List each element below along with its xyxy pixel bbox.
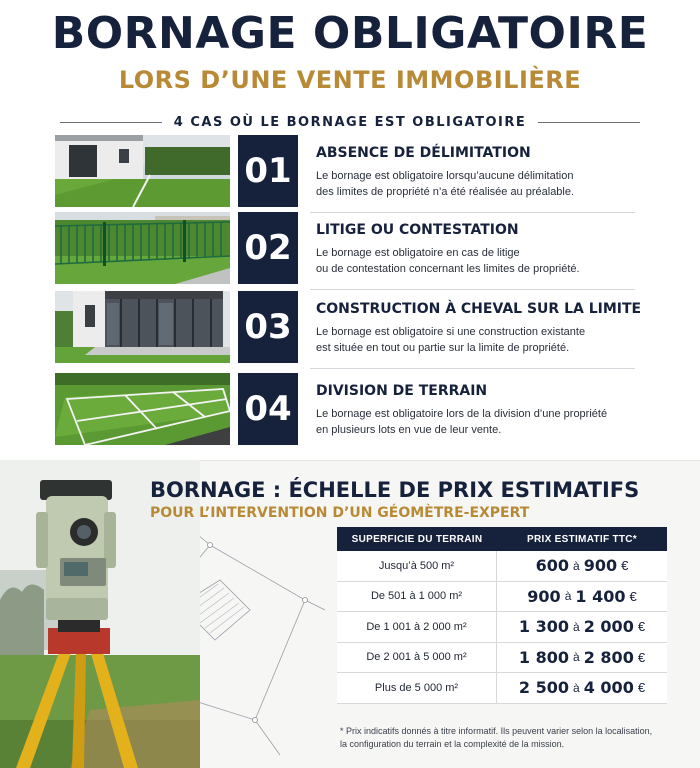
page-subtitle: LORS D’UNE VENTE IMMOBILIÈRE	[118, 66, 582, 94]
surface-cell: De 501 à 1 000 m²	[337, 582, 497, 612]
price-table	[337, 527, 667, 704]
house-lawn-photo	[55, 135, 230, 207]
pricing-subtitle: POUR L’INTERVENTION D’UN GÉOMÈTRE-EXPERT	[150, 505, 530, 521]
case-title-01: ABSENCE DE DÉLIMITATION	[316, 145, 531, 161]
price-cell: 1 300 à 2 000 €	[518, 617, 646, 637]
case-item-03	[55, 291, 642, 363]
column-header-surface: SUPERFICIE DU TERRAIN	[351, 533, 483, 545]
case-description-01: Le bornage est obligatoire lorsqu’aucune délimitation des limites de propriété n’a été réalisée au préalable.	[316, 170, 575, 198]
case-divider	[310, 289, 635, 290]
case-title-03: CONSTRUCTION À CHEVAL SUR LA LIMITE	[316, 301, 642, 317]
price-cell: 600 à 900 €	[535, 556, 629, 576]
surface-cell: Jusqu’à 500 m²	[337, 551, 497, 581]
plot-division-photo	[55, 373, 230, 445]
column-header-price: PRIX ESTIMATIF TTC*	[527, 533, 637, 545]
case-description-03: Le bornage est obligatoire si une construction existante est située en tout ou partie sur la limite de propriété.	[316, 326, 586, 354]
pricing-section	[0, 460, 700, 768]
table-row	[337, 551, 667, 582]
case-divider	[310, 368, 635, 369]
footnote: * Prix indicatifs donnés à titre informatif. Ils peuvent varier selon la localisation, la configuration du terrain et la complexité de la mission.	[340, 726, 653, 749]
page-title: BORNAGE OBLIGATOIRE	[51, 8, 649, 59]
cases-heading-text: 4 CAS OÙ LE BORNAGE EST OBLIGATOIRE	[173, 114, 527, 130]
case-title-04: DIVISION DE TERRAIN	[316, 383, 488, 399]
case-item-02	[55, 212, 635, 284]
case-number-04: 04	[238, 373, 298, 445]
case-number-01: 01	[238, 135, 298, 207]
table-row	[337, 612, 667, 643]
case-number-02: 02	[238, 212, 298, 284]
extension-photo	[55, 291, 230, 363]
case-title-02: LITIGE OU CONTESTATION	[316, 222, 519, 238]
price-cell: 2 500 à 4 000 €	[518, 678, 646, 698]
table-header	[337, 527, 667, 551]
case-description-04: Le bornage est obligatoire lors de la division d’une propriété en plusieurs lots en vue de leur vente.	[316, 408, 608, 436]
case-item-04	[55, 373, 635, 445]
table-row	[337, 673, 667, 704]
surface-cell: De 1 001 à 2 000 m²	[337, 612, 497, 642]
case-description-02: Le bornage est obligatoire en cas de litige ou de contestation concernant les limites de propriété.	[316, 247, 580, 275]
table-row	[337, 582, 667, 613]
surface-cell: Plus de 5 000 m²	[337, 673, 497, 703]
heading-rule-right	[538, 122, 640, 123]
case-item-01	[55, 135, 635, 207]
cases-section-heading	[60, 112, 640, 132]
heading-rule-left	[60, 122, 162, 123]
price-cell: 1 800 à 2 800 €	[518, 647, 646, 667]
case-number-03: 03	[238, 291, 298, 363]
surface-cell: De 2 001 à 5 000 m²	[337, 643, 497, 673]
price-cell: 900 à 1 400 €	[527, 586, 637, 606]
green-fence-photo	[55, 212, 230, 284]
pricing-title: BORNAGE : ÉCHELLE DE PRIX ESTIMATIFS	[150, 478, 640, 502]
table-row	[337, 643, 667, 674]
